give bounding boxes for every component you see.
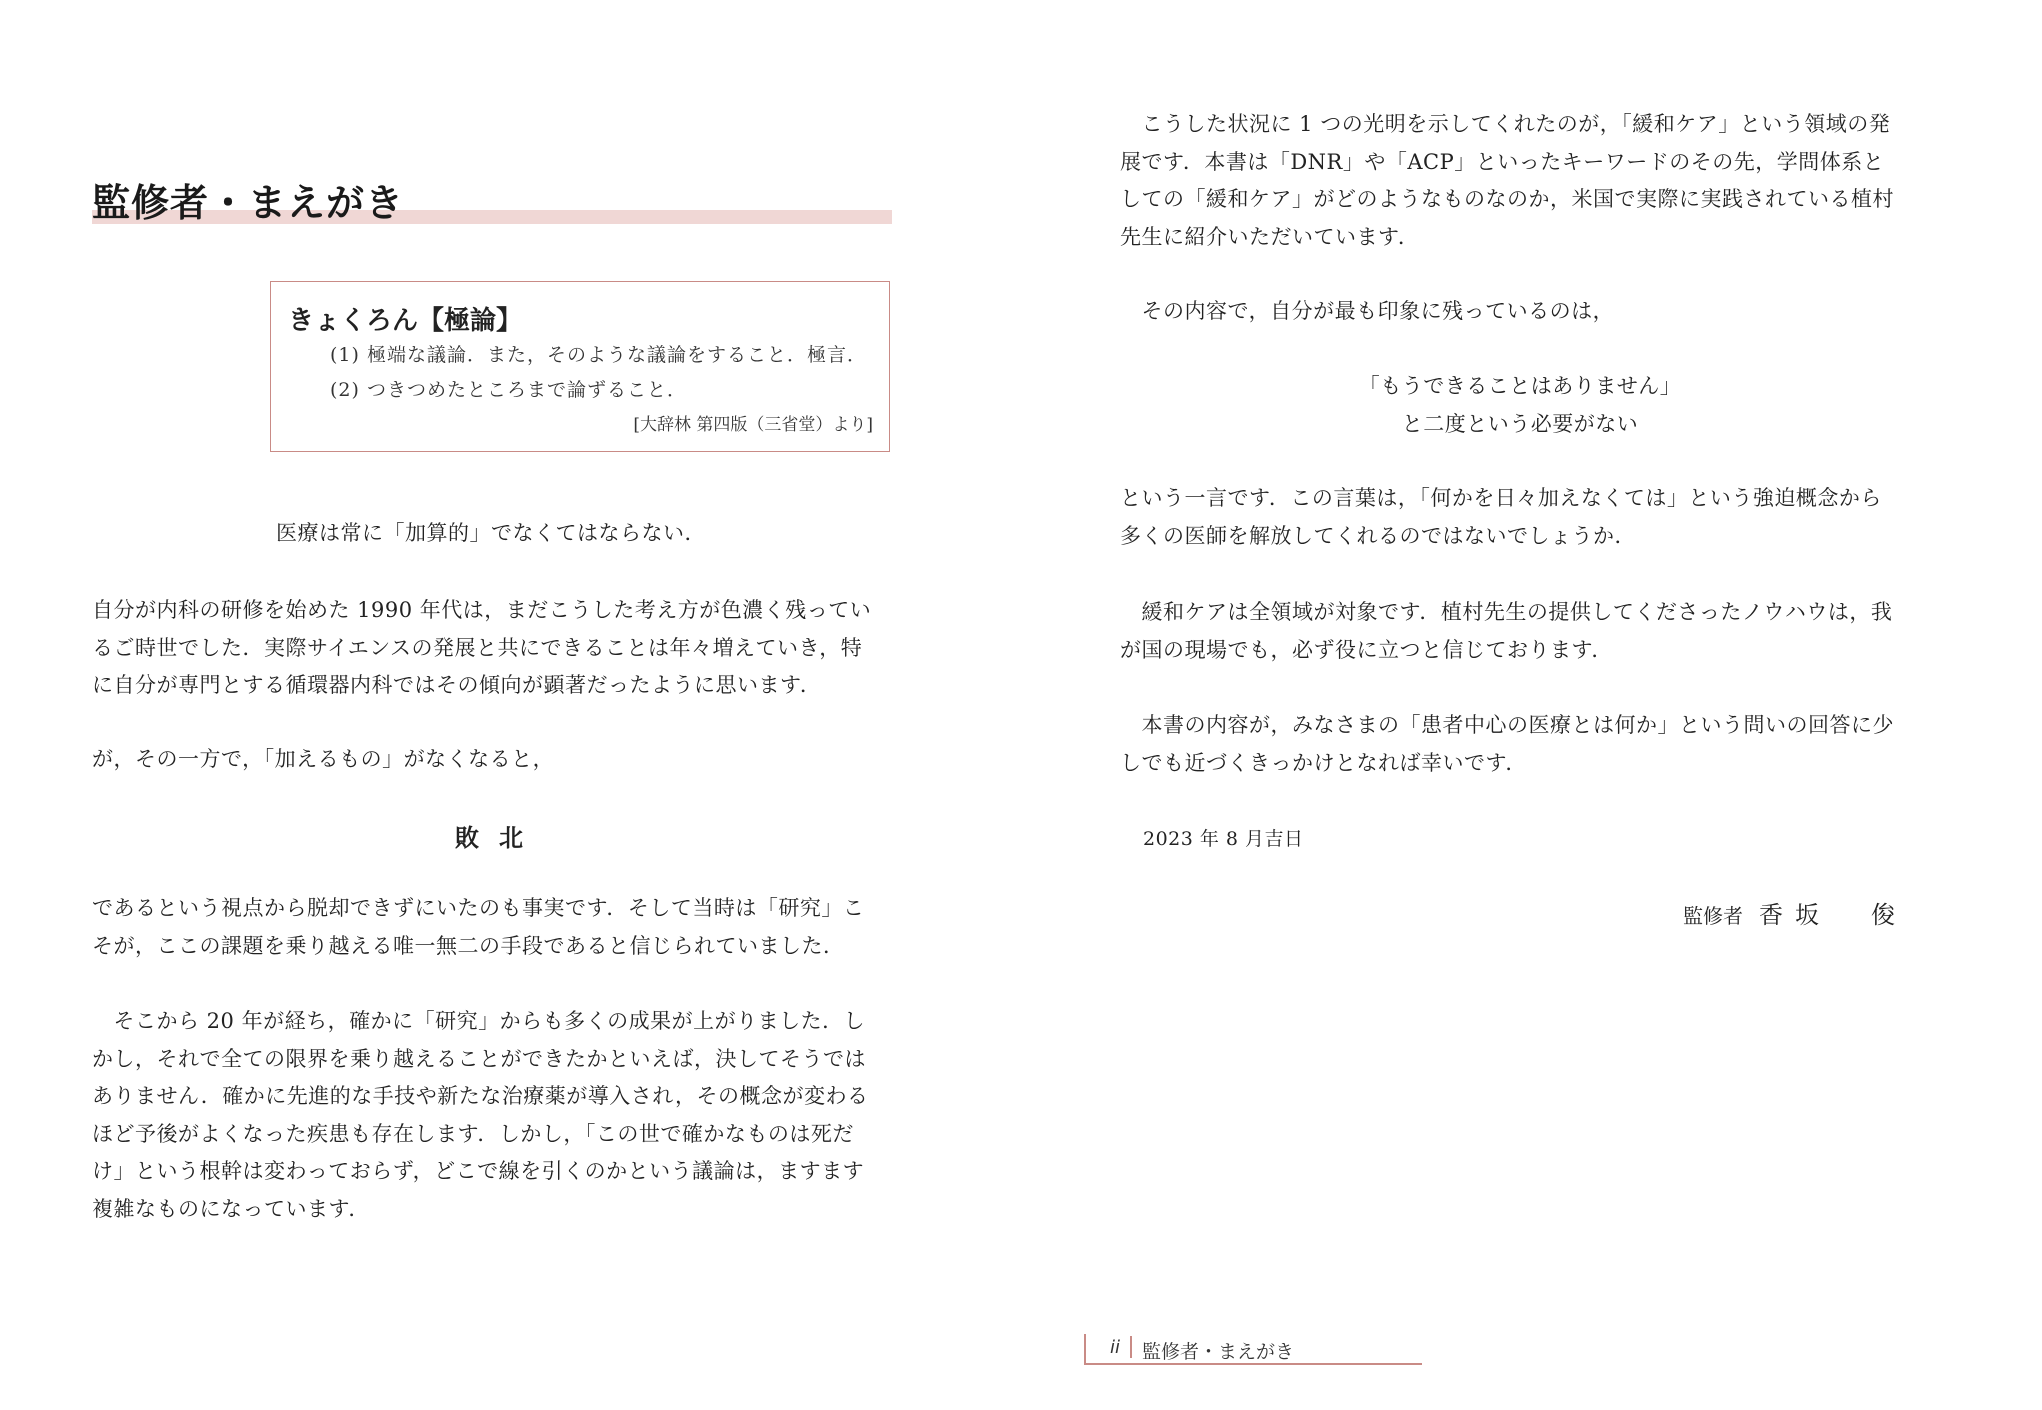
definition-headword: きょくろん【極論】 xyxy=(288,306,523,336)
paragraph-line: しての「緩和ケア」がどのようなものなのか，米国で実際に実践されている植村 xyxy=(1120,187,1894,211)
paragraph-line: こうした状況に 1 つの光明を示してくれたのが，「緩和ケア」という領域の発 xyxy=(1120,112,1891,136)
paragraph-line: ほど予後がよくなった疾患も存在します．しかし，「この世で確かなものは死だ xyxy=(92,1121,854,1146)
emphasis-word: 敗北 xyxy=(455,823,543,852)
signature-name: 香坂 xyxy=(1759,901,1831,929)
definition-sense: (2) つきつめたところまで論ずること． xyxy=(330,379,687,401)
paragraph-line: 本書の内容が，みなさまの「患者中心の医療とは何か」という問いの回答に少 xyxy=(1120,713,1894,737)
paragraph-line: そが，ここの課題を乗り越える唯一無二の手段であると信じられていました． xyxy=(92,933,845,958)
paragraph-line: 緩和ケアは全領域が対象です．植村先生の提供してくださったノウハウは，我 xyxy=(1120,600,1893,624)
paragraph-line: に自分が専門とする循環器内科ではその傾向が顕著だったように思います． xyxy=(92,673,822,697)
date-line: 2023 年 8 月吉日 xyxy=(1143,828,1304,850)
body-paragraph: その内容で，自分が最も印象に残っているのは， xyxy=(1120,299,1615,323)
quote-block xyxy=(1120,368,1920,443)
body-paragraph xyxy=(1120,106,1894,256)
paragraph-line: 多くの医師を解放してくれるのではないでしょうか． xyxy=(1120,523,1636,548)
paragraph-line: ありません．確かに先進的な手技や新たな治療薬が導入され，その概念が変わる xyxy=(92,1084,869,1108)
quote-line: 「もうできることはありません」 xyxy=(1358,374,1682,398)
lead-sentence: 医療は常に「加算的」でなくてはならない． xyxy=(276,521,706,545)
paragraph-line: そこから 20 年が経ち，確かに「研究」からも多くの成果が上がりました．し xyxy=(92,1009,866,1033)
signature-name: 俊 xyxy=(1871,901,1895,929)
paragraph-line: 複雑なものになっています． xyxy=(92,1196,370,1221)
body-paragraph xyxy=(92,592,871,705)
definition-source: [大辞林 第四版（三省堂）より] xyxy=(633,415,873,435)
paragraph-line: 先生に紹介いただいています． xyxy=(1120,224,1420,249)
page-number: ii xyxy=(1110,1337,1121,1358)
body-paragraph xyxy=(1120,707,1894,782)
quote-line: と二度という必要がない xyxy=(1401,411,1639,436)
definition-box xyxy=(270,281,890,452)
paragraph-line: るご時世でした．実際サイエンスの発展と共にできることは年々増えていき，特 xyxy=(92,635,863,660)
paragraph-line: け」という根幹は変わっておらず，どこで線を引くのかという議論は，ますます xyxy=(92,1159,865,1183)
paragraph-line: が国の現場でも，必ず役に立つと信じております． xyxy=(1120,637,1613,662)
paragraph-line: しでも近づくきっかけとなれば幸いです． xyxy=(1120,750,1527,775)
running-head: 監修者・まえがき xyxy=(1142,1341,1295,1363)
body-paragraph xyxy=(1120,480,1882,555)
body-paragraph xyxy=(1120,594,1892,669)
definition-sense: (1) 極端な議論．また，そのような議論をすること．極言． xyxy=(330,344,867,366)
paragraph-line: 自分が内科の研修を始めた 1990 年代は，まだこうした考え方が色濃く残ってい xyxy=(92,598,872,622)
page-footer xyxy=(1082,1330,1422,1364)
page-title: 監修者・まえがき xyxy=(92,181,405,225)
signature xyxy=(1683,895,1895,930)
body-paragraph xyxy=(92,890,864,965)
paragraph-line: であるという視点から脱却できずにいたのも事実です．そして当時は「研究」こ xyxy=(92,896,865,920)
footer-underline xyxy=(1084,1363,1422,1365)
body-paragraph: が，その一方で，「加えるもの」がなくなると， xyxy=(92,747,555,771)
signature-role: 監修者 xyxy=(1683,904,1743,928)
paragraph-line: という一言です．この言葉は，「何かを日々加えなくては」という強迫概念から xyxy=(1120,486,1882,510)
paragraph-line: 展です．本書は「DNR」や「ACP」といったキーワードのその先，学問体系と xyxy=(1120,149,1885,174)
footer-divider xyxy=(1130,1336,1132,1358)
paragraph-line: かし，それで全ての限界を乗り越えることができたかといえば，決してそうでは xyxy=(92,1046,866,1071)
body-paragraph xyxy=(92,1003,869,1228)
footer-rule xyxy=(1084,1334,1086,1364)
